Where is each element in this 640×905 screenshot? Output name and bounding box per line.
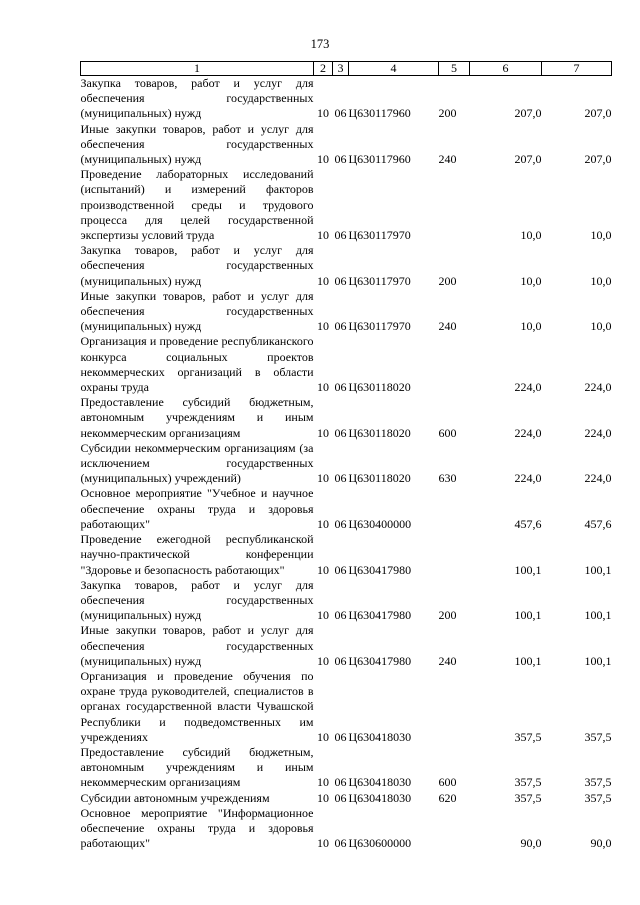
row-amount-1: 224,0 xyxy=(514,425,542,440)
row-section: 10 xyxy=(317,319,329,334)
budget-table xyxy=(80,61,612,851)
row-subsection: 06 xyxy=(334,836,347,851)
row-target-article: Ц630117970 xyxy=(348,273,411,288)
row-amount-1: 100,1 xyxy=(514,562,542,577)
row-expense-type: 200 xyxy=(438,106,457,121)
table-row xyxy=(81,441,612,487)
row-name: Предоставление субсидий бюджетным, автономным учреждениям и иным некоммерческим организациям xyxy=(80,395,314,440)
row-subsection: 06 xyxy=(334,775,347,790)
row-amount-1: 207,0 xyxy=(514,152,542,167)
row-amount-2: 224,0 xyxy=(584,471,612,486)
row-expense-type: 240 xyxy=(438,152,457,167)
row-amount-2: 207,0 xyxy=(584,152,612,167)
row-section: 10 xyxy=(317,425,329,440)
row-name: Субсидии некоммерческим организациям (за исключением государственных (муниципальных) учреждений) xyxy=(80,440,314,486)
row-subsection: 06 xyxy=(334,273,347,288)
row-amount-1: 100,1 xyxy=(514,608,542,623)
header-col-1: 1 xyxy=(81,62,314,76)
table-row xyxy=(81,167,612,243)
row-subsection: 06 xyxy=(334,471,347,486)
row-target-article: Ц630418030 xyxy=(348,729,412,744)
page-number: 173 xyxy=(310,37,330,51)
row-name: Предоставление субсидий бюджетным, автономным учреждениям и иным некоммерческим организациям xyxy=(80,744,314,790)
row-target-article: Ц630118020 xyxy=(348,425,411,440)
row-subsection: 06 xyxy=(334,106,347,121)
row-amount-2: 10,0 xyxy=(590,319,612,334)
row-section: 10 xyxy=(317,775,329,790)
row-amount-1: 357,5 xyxy=(514,790,542,805)
table-row xyxy=(81,243,612,289)
table-row xyxy=(81,623,612,669)
row-name: Закупка товаров, работ и услуг для обеспечения государственных (муниципальных) нужд xyxy=(80,577,314,623)
table-row xyxy=(81,806,612,852)
row-amount-1: 224,0 xyxy=(514,380,542,395)
row-expense-type xyxy=(439,486,470,532)
row-amount-1: 357,5 xyxy=(514,729,542,744)
row-section: 10 xyxy=(317,608,329,623)
header-col-5: 5 xyxy=(439,62,470,76)
row-subsection: 06 xyxy=(334,425,347,440)
row-name: Закупка товаров, работ и услуг для обеспечения государственных (муниципальных) нужд xyxy=(80,76,314,121)
table-body xyxy=(81,76,612,852)
row-amount-2: 224,0 xyxy=(584,425,612,440)
row-expense-type: 200 xyxy=(438,273,457,288)
row-name: Организация и проведение республиканского конкурса социальных проектов некоммерческих организаций в области охраны труда xyxy=(80,334,314,395)
row-name: Основное мероприятие "Учебное и научное обеспечение охраны труда и здоровья работающих" xyxy=(80,486,314,531)
row-amount-2: 224,0 xyxy=(584,380,612,395)
row-expense-type xyxy=(439,532,470,578)
table-row xyxy=(81,745,612,791)
row-expense-type: 630 xyxy=(438,471,457,486)
row-section: 10 xyxy=(317,471,329,486)
row-amount-1: 207,0 xyxy=(514,106,542,121)
row-subsection: 06 xyxy=(334,729,347,744)
row-target-article: Ц630117960 xyxy=(348,106,411,121)
row-expense-type xyxy=(439,334,470,395)
row-section: 10 xyxy=(317,152,329,167)
row-amount-1: 10,0 xyxy=(520,228,542,243)
row-subsection: 06 xyxy=(334,653,347,668)
row-amount-1: 10,0 xyxy=(520,319,542,334)
row-amount-2: 90,0 xyxy=(590,836,612,851)
row-section: 10 xyxy=(317,106,329,121)
row-amount-1: 457,6 xyxy=(514,516,542,531)
row-expense-type: 620 xyxy=(438,790,457,805)
table-row xyxy=(81,289,612,335)
row-target-article: Ц630600000 xyxy=(348,836,412,851)
row-amount-1: 10,0 xyxy=(520,273,542,288)
row-target-article: Ц630418030 xyxy=(348,775,412,790)
header-col-2: 2 xyxy=(314,62,333,76)
row-target-article: Ц630117970 xyxy=(348,319,411,334)
row-name: Иные закупки товаров, работ и услуг для обеспечения государственных (муниципальных) нужд xyxy=(80,121,314,167)
row-subsection: 06 xyxy=(334,319,347,334)
row-expense-type xyxy=(439,167,470,243)
row-subsection: 06 xyxy=(334,790,347,805)
row-section: 10 xyxy=(317,729,329,744)
row-amount-2: 357,5 xyxy=(584,775,612,790)
row-section: 10 xyxy=(317,562,329,577)
row-amount-2: 357,5 xyxy=(584,729,612,744)
header-col-7: 7 xyxy=(542,62,612,76)
row-name: Иные закупки товаров, работ и услуг для обеспечения государственных (муниципальных) нужд xyxy=(80,623,314,668)
table-row xyxy=(81,669,612,745)
row-amount-1: 224,0 xyxy=(514,471,542,486)
row-section: 10 xyxy=(317,653,329,668)
header-row xyxy=(81,62,612,76)
row-amount-2: 100,1 xyxy=(584,653,612,668)
row-amount-2: 457,6 xyxy=(584,516,612,531)
row-expense-type: 600 xyxy=(438,775,457,790)
row-target-article: Ц630118020 xyxy=(348,471,411,486)
row-subsection: 06 xyxy=(334,152,347,167)
row-expense-type xyxy=(439,669,470,745)
header-col-6: 6 xyxy=(470,62,542,76)
row-section: 10 xyxy=(317,228,329,243)
row-amount-1: 357,5 xyxy=(514,775,542,790)
row-name: Иные закупки товаров, работ и услуг для обеспечения государственных (муниципальных) нужд xyxy=(80,288,314,334)
row-amount-2: 207,0 xyxy=(584,106,612,121)
row-expense-type: 240 xyxy=(438,319,457,334)
row-target-article: Ц630417980 xyxy=(348,608,412,623)
row-expense-type: 240 xyxy=(438,653,457,668)
row-subsection: 06 xyxy=(334,380,347,395)
row-amount-2: 100,1 xyxy=(584,562,612,577)
table-row xyxy=(81,791,612,806)
row-amount-1: 100,1 xyxy=(514,653,542,668)
row-name: Закупка товаров, работ и услуг для обеспечения государственных (муниципальных) нужд xyxy=(80,243,314,288)
row-subsection: 06 xyxy=(334,608,347,623)
row-amount-2: 357,5 xyxy=(584,790,612,805)
row-expense-type: 200 xyxy=(438,608,457,623)
row-section: 10 xyxy=(317,790,329,805)
row-section: 10 xyxy=(317,273,329,288)
row-amount-1: 90,0 xyxy=(520,836,542,851)
row-target-article: Ц630118020 xyxy=(348,380,411,395)
table-row xyxy=(81,334,612,395)
row-section: 10 xyxy=(317,380,329,395)
table-row xyxy=(81,486,612,532)
row-name: Субсидии автономным учреждениям xyxy=(80,790,270,805)
row-amount-2: 10,0 xyxy=(590,228,612,243)
row-name: Основное мероприятие "Информационное обеспечение охраны труда и здоровья работающих" xyxy=(80,805,314,851)
table-row xyxy=(81,532,612,578)
row-target-article: Ц630400000 xyxy=(348,516,412,531)
row-target-article: Ц630417980 xyxy=(348,562,412,577)
row-section: 10 xyxy=(317,836,329,851)
header-col-4: 4 xyxy=(349,62,439,76)
row-amount-2: 10,0 xyxy=(590,273,612,288)
row-expense-type: 600 xyxy=(438,425,457,440)
row-target-article: Ц630117970 xyxy=(348,228,411,243)
table-row xyxy=(81,76,612,122)
table-row xyxy=(81,395,612,441)
row-target-article: Ц630417980 xyxy=(348,653,412,668)
header-col-3: 3 xyxy=(333,62,349,76)
row-subsection: 06 xyxy=(334,562,347,577)
row-amount-2: 100,1 xyxy=(584,608,612,623)
row-expense-type xyxy=(439,806,470,852)
row-subsection: 06 xyxy=(334,516,347,531)
row-target-article: Ц630117960 xyxy=(348,152,411,167)
row-name: Проведение ежегодной республиканской научно-практической конференции "Здоровье и безопасность работающих" xyxy=(80,532,314,577)
row-name: Организация и проведение обучения по охране труда руководителей, специалистов в органах государственной власти Чувашской Республики и подведомственных им учреждениях xyxy=(80,668,314,744)
table-header xyxy=(81,62,612,76)
row-subsection: 06 xyxy=(334,228,347,243)
row-section: 10 xyxy=(317,516,329,531)
table-row xyxy=(81,578,612,624)
table-row xyxy=(81,122,612,168)
row-name: Проведение лабораторных исследований (испытаний) и измерений факторов производственной среды и трудового процесса для целей государственной экспертизы условий труда xyxy=(80,167,314,243)
row-target-article: Ц630418030 xyxy=(348,790,412,805)
